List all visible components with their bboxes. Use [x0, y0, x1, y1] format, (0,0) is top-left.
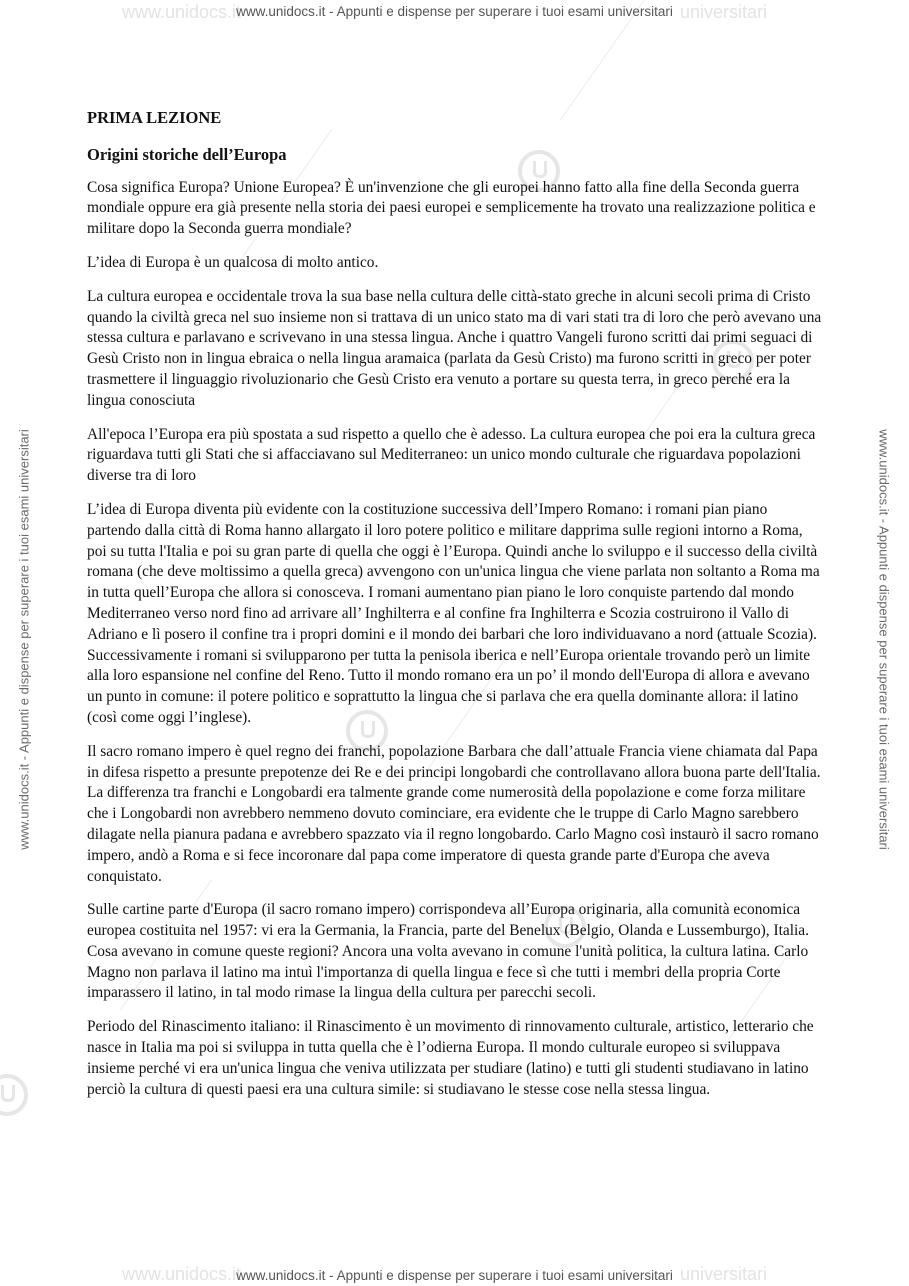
paragraph: L’idea di Europa diventa più evidente con la costituzione successiva dell’Impero Romano: i romani pian piano partendo dalla città di Roma hanno allargato il loro potere politico e militare dapprima sulle regioni intorno a Roma, poi su tutta l'Italia e poi su gran parte di quella che oggi è l’Europa. Quindi anche lo sviluppo e il successo della civiltà romana (che deve moltissimo a quella greca) avvengono con un'unica lingua che viene parlata non soltanto a Roma ma in tutta quell’Europa che allora si conosceva. I romani aumentano pian piano le loro conquiste partendo dal mondo Mediterraneo verso nord fino ad arrivare all’ Inghilterra e al confine fra Inghilterra e Scozia costruirono il Vallo di Adriano e lì posero il confine tra i propri domini e il mondo dei barbari che loro individuavano a nord (attuale Scozia). Successivamente i romani si svilupparono per tutta la penisola iberica e nell’Europa orientale trovando però un limite alla loro espansione nel confine del Reno. Tutto il mondo romano era un po’ il mondo dell'Europa di allora e avevano un punto in comune: il potere politico e soprattutto la lingua che si parlava che era quella dominante allora: il latino (così come oggi l’inglese). [87, 500, 820, 726]
watermark-left-side: www.unidocs.it - Appunti e dispense per superare i tuoi esami universitari [16, 429, 32, 850]
document-body [87, 108, 822, 1113]
paragraph: La cultura europea e occidentale trova la sua base nella cultura delle città-stato greche in alcuni secoli prima di Cristo quando la civiltà greca nel suo insieme non si trattava di un unico stato ma di vari stati tra di loro che però avevano una stessa cultura e parlavano e scrivevano in una stessa lingua. Anche i quattro Vangeli furono scritti dai primi seguaci di Gesù Cristo non in lingua ebraica o nella lingua aramaica (parlata da Gesù Cristo) ma furono scritti in greco per poter trasmettere il linguaggio rivoluzionario che Gesù Cristo era venuto a portare su questa terra, in greco perché era la lingua conosciuta [87, 287, 822, 409]
paragraph: All'epoca l’Europa era più spostata a sud rispetto a quello che è adesso. La cultura europea che poi era la cultura greca riguardava tutti gli Stati che si affacciavano sul Mediterraneo: un unico mondo culturale che riguardava popolazioni diverse tra di loro [87, 425, 816, 485]
watermark-ghost-text: universitari [680, 2, 768, 22]
paragraph: Sulle cartine parte d'Europa (il sacro romano impero) corrispondeva all’Europa originaria, alla comunità economica europea costituita nel 1957: vi era la Germania, la Francia, parte del Benelux (Belgio, Olanda e Lussemburgo), Italia. Cosa avevano in comune queste regioni? Ancora una volta avevano in comune l'unità politica, la cultura latina. Carlo Magno non parlava il latino ma intuì l'importanza di quella lingua e fece sì che tutti i membri della propria Corte imparassero il latino, in tal modo rimase la lingua della cultura per parecchi secoli. [87, 901, 809, 1002]
watermark-header: www.unidocs.it - Appunti e dispense per superare i tuoi esami universitari [236, 4, 673, 19]
watermark-footer: www.unidocs.it - Appunti e dispense per superare i tuoi esami universitari [236, 1268, 673, 1283]
watermark-ghost-text: www.unidocs.it [122, 2, 242, 22]
paragraph: Il sacro romano impero è quel regno dei franchi, popolazione Barbara che dall’attuale Francia viene chiamata dal Papa in difesa rispetto a presunte prepotenze dei Re e dei principi longobardi che controllavano allora buona parte dell'Italia. La differenza tra franchi e Longobardi era talmente grande come numerosità della popolazione e come forza militare che i Longobardi non avrebbero nemmeno dovuto cominciare, era evidente che le truppe di Carlo Magno sarebbero dilagate nella pianura padana e avrebbero spazzato via il regno longobardo. Carlo Magno così instaurò il sacro romano impero, andò a Roma e si fece incoronare dal papa come imperatore di questa grande parte d'Europa che aveva conquistato. [87, 742, 821, 885]
unidocs-logo-icon [0, 1074, 28, 1116]
watermark-right-side: www.unidocs.it - Appunti e dispense per superare i tuoi esami universitari [876, 429, 892, 850]
paragraph: Cosa significa Europa? Unione Europea? È un'invenzione che gli europei hanno fatto alla fine della Seconda guerra mondiale oppure era già presente nella storia dei paesi europei e semplicemente ha trovato una realizzazione politica e militare dopo la Seconda guerra mondiale? [87, 178, 816, 238]
document-subtitle: Origini storiche dell’Europa [87, 144, 287, 164]
watermark-ghost-text: www.unidocs.it [122, 1264, 242, 1284]
document-title: PRIMA LEZIONE [87, 108, 222, 127]
watermark-ghost-text: universitari [680, 1264, 768, 1284]
paragraph: Periodo del Rinascimento italiano: il Rinascimento è un movimento di rinnovamento culturale, artistico, letterario che nasce in Italia ma poi si sviluppa in tutta quella che è l’odierna Europa. Il mondo culturale europeo si sviluppava insieme perché vi era un'unica lingua che veniva utilizzata per studiare (latino) e tutti gli studenti studiavano in latino perciò la cultura di questi paesi era una cultura simile: si studiavano le stesse cose nella stessa lingua. [87, 1018, 814, 1098]
paragraph: L’idea di Europa è un qualcosa di molto antico. [87, 253, 379, 271]
